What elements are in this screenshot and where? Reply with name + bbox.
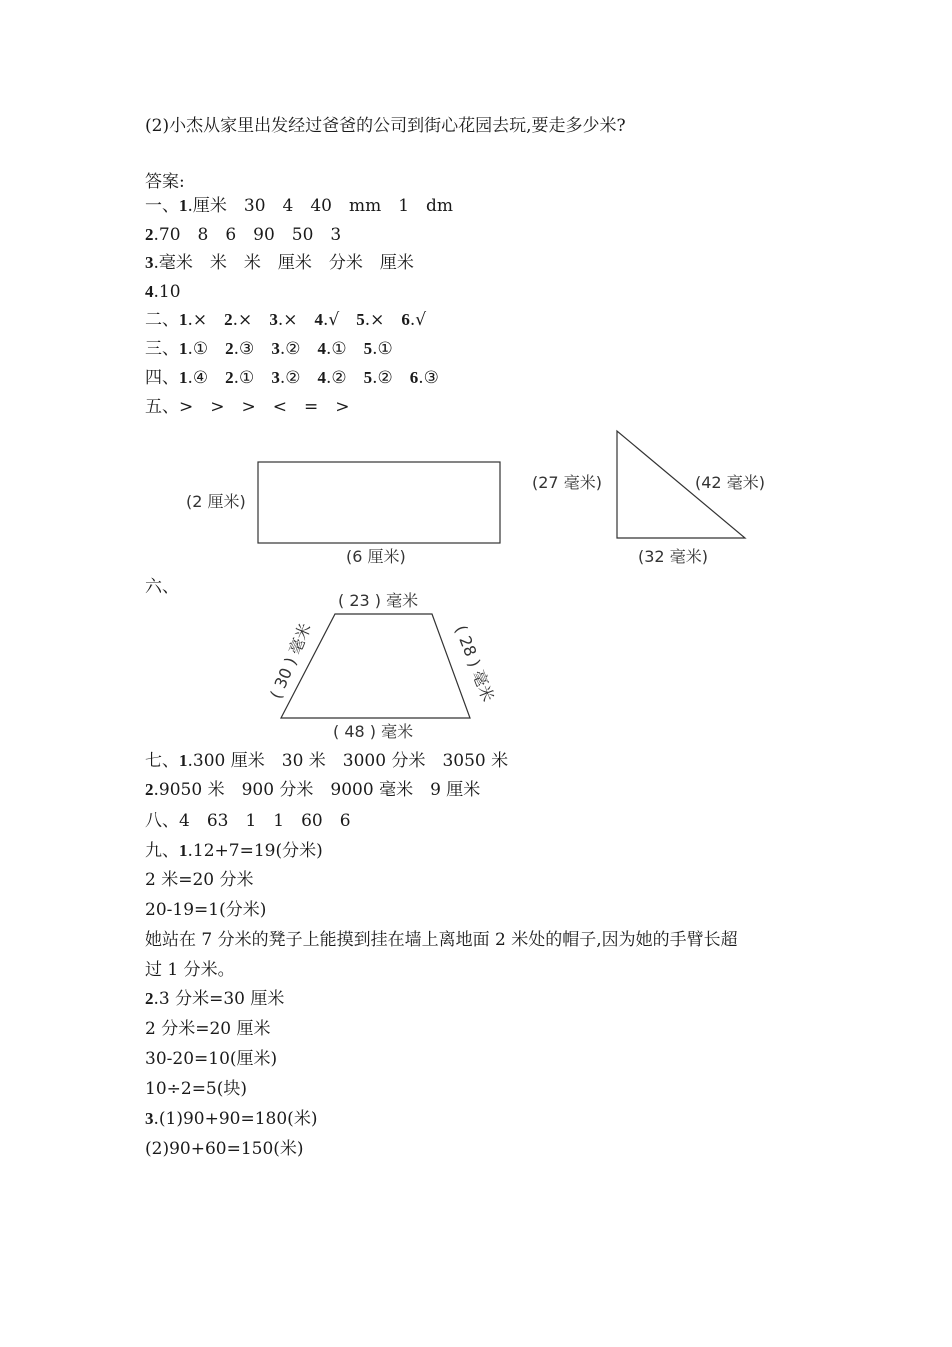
answer-text: .70 8 6 90 50 3: [153, 225, 342, 245]
answer-text: .毫米 米 米 厘米 分米 厘米: [153, 253, 414, 273]
answer-9-line: 20-19=1(分米): [145, 900, 267, 920]
section-marker: 一、: [145, 196, 179, 216]
answer-text: .×: [364, 310, 402, 330]
rect-height-label: (2 厘米): [186, 492, 246, 511]
answer-text: .12+7=19(分米): [187, 841, 323, 861]
answer-text: .③: [418, 368, 439, 388]
answer-text: .(1)90+90=180(米): [153, 1109, 318, 1129]
answer-text: .9050 米 900 分米 9000 毫米 9 厘米: [153, 780, 481, 800]
item-number: 4: [145, 282, 154, 301]
answer-text: .③: [233, 339, 272, 359]
tri-base-label: (32 毫米): [638, 547, 708, 566]
tri-height-label: (27 毫米): [532, 473, 602, 492]
section-marker: 三、: [145, 339, 179, 359]
answer-text: .厘米 30 4 40 mm 1 dm: [187, 196, 454, 216]
item-number: 1: [179, 751, 188, 770]
item-number: 1: [179, 196, 188, 215]
item-number: 1: [179, 368, 188, 387]
section-marker: 四、: [145, 368, 179, 388]
trap-bottom-label: ( 48 ) 毫米: [333, 722, 414, 741]
answer-9-line: 10÷2=5(块): [145, 1079, 248, 1099]
answer-9-line: 她站在 7 分米的凳子上能摸到挂在墙上离地面 2 米处的帽子,因为她的手臂长超: [145, 930, 738, 950]
item-number: 6: [401, 310, 410, 329]
trap-right-label: ( 28 ) 毫米: [451, 622, 498, 705]
item-number: 2: [224, 310, 233, 329]
item-number: 2: [225, 368, 234, 387]
section-marker: 二、: [145, 310, 179, 330]
item-number: 6: [409, 368, 419, 387]
answers-heading: 答案:: [145, 172, 185, 192]
section-marker: 九、: [145, 841, 179, 861]
answer-6: 六、: [145, 577, 179, 597]
answer-9-1: [145, 840, 323, 862]
answer-text: .①: [187, 339, 226, 359]
item-number: 5: [356, 310, 365, 329]
answer-9-2: [145, 988, 284, 1010]
answer-text: .①: [372, 339, 393, 359]
tri-hyp-label: (42 毫米): [695, 473, 765, 492]
section-marker: 七、: [145, 751, 179, 771]
answer-8: 八、4 63 1 1 60 6: [145, 811, 351, 831]
question-line: (2)小杰从家里出发经过爸爸的公司到街心花园去玩,要走多少米?: [145, 116, 626, 136]
answer-text: .④: [187, 368, 226, 388]
item-number: 3: [145, 253, 154, 272]
item-number: 2: [145, 989, 154, 1008]
answer-text: .300 厘米 30 米 3000 分米 3050 米: [187, 751, 509, 771]
item-number: 5: [363, 339, 373, 358]
answer-text: .10: [153, 282, 181, 302]
item-number: 4: [317, 339, 326, 358]
item-number: 3: [269, 310, 278, 329]
trap-top-label: ( 23 ) 毫米: [338, 591, 419, 610]
answer-text: .①: [325, 339, 364, 359]
answer-text: .②: [279, 339, 318, 359]
answer-text: .×: [277, 310, 315, 330]
answer-text: .×: [232, 310, 270, 330]
item-number: 4: [314, 310, 323, 329]
answer-text: .②: [279, 368, 318, 388]
answer-9-line: 2 米=20 分米: [145, 870, 254, 890]
answer-text: .①: [233, 368, 272, 388]
answer-text: .×: [187, 310, 225, 330]
item-number: 2: [145, 780, 154, 799]
rect-width-label: (6 厘米): [346, 547, 406, 566]
item-number: 1: [179, 339, 188, 358]
item-number: 3: [145, 1109, 154, 1128]
answer-text: .√: [409, 310, 427, 330]
answer-text: .②: [372, 368, 410, 388]
answer-9-line: 30-20=10(厘米): [145, 1049, 278, 1069]
answer-7-2: [145, 779, 480, 801]
item-number: 2: [225, 339, 234, 358]
answer-text: .√: [322, 310, 357, 330]
item-number: 3: [271, 339, 280, 358]
item-number: 4: [317, 368, 326, 387]
trap-left-label: ( 30 ) 毫米: [266, 620, 315, 702]
answer-7-1: [145, 750, 508, 772]
answer-text: .3 分米=30 厘米: [153, 989, 285, 1009]
answer-9-line: (2)90+60=150(米): [145, 1139, 304, 1159]
rectangle-figure: [258, 462, 500, 543]
item-number: 3: [271, 368, 280, 387]
item-number: 1: [179, 310, 188, 329]
answer-9-3: [145, 1108, 317, 1130]
item-number: 1: [179, 841, 188, 860]
answer-text: .②: [325, 368, 364, 388]
answer-9-line: 2 分米=20 厘米: [145, 1019, 271, 1039]
item-number: 5: [363, 368, 373, 387]
answer-9-line: 过 1 分米。: [145, 960, 235, 980]
answer-5: 五、> > > < = >: [145, 397, 350, 417]
item-number: 2: [145, 225, 154, 244]
